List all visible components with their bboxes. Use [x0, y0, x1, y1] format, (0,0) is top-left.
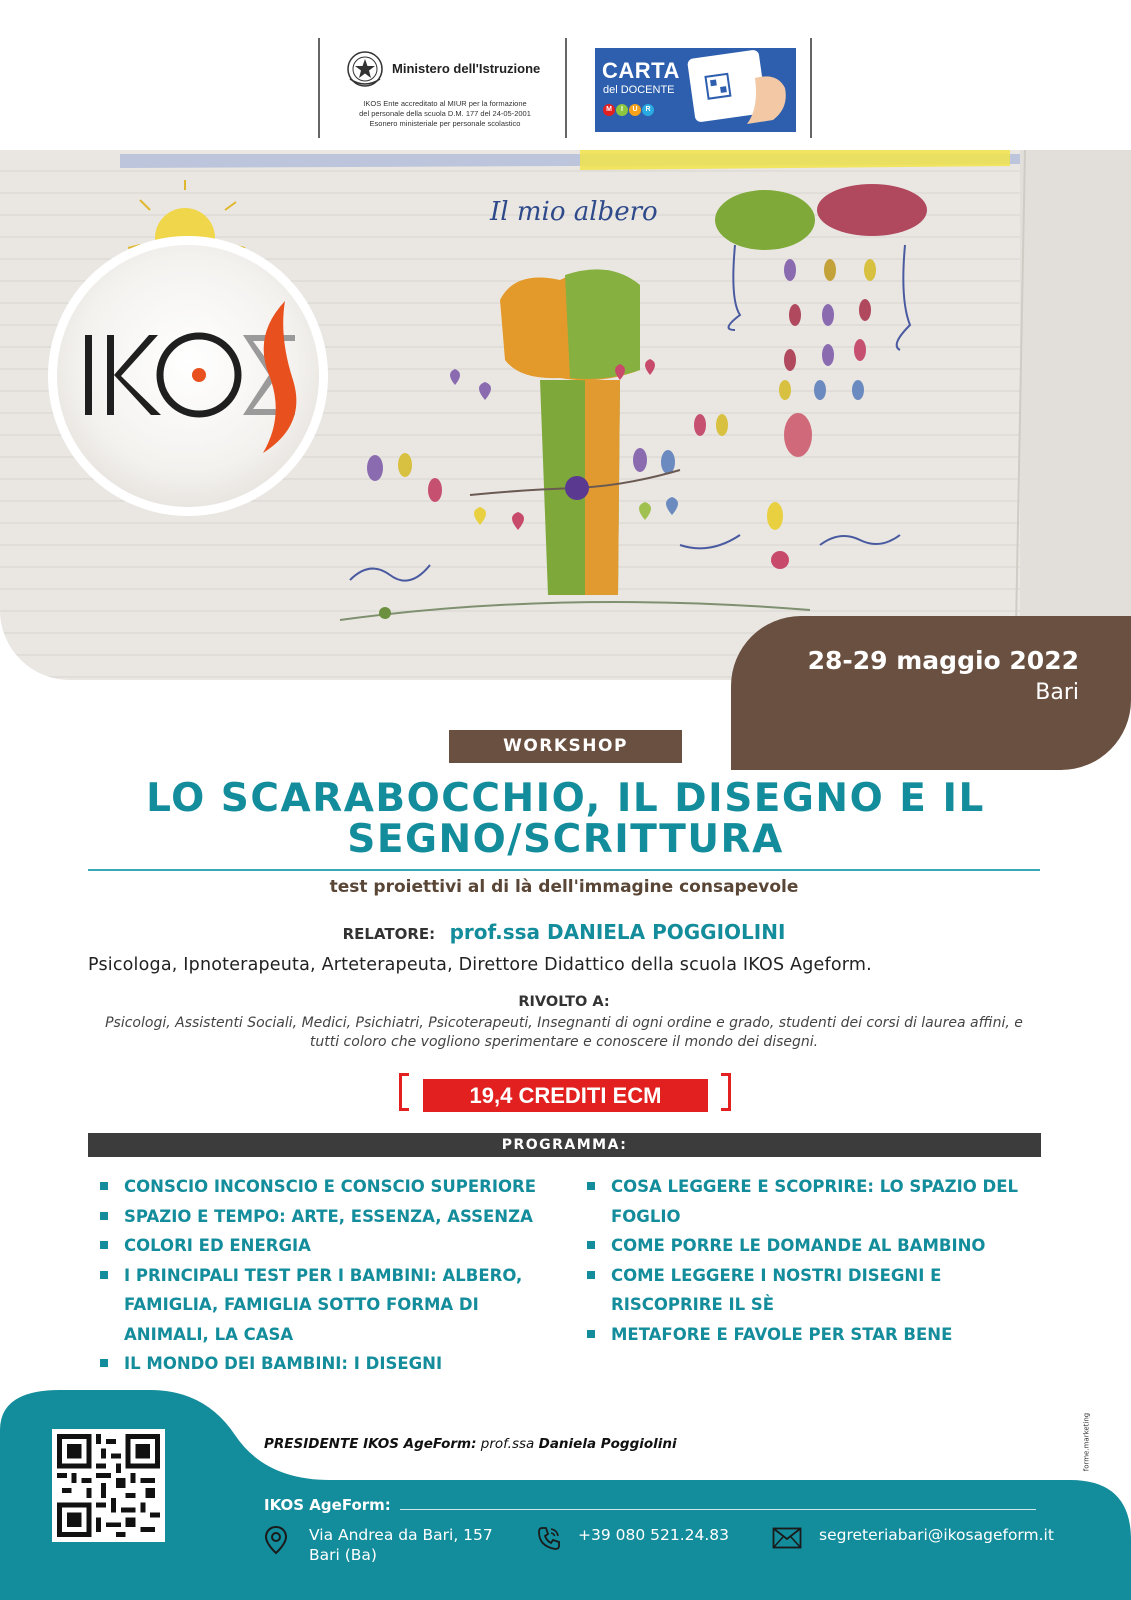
email-link[interactable]: segreteriabari@ikosageform.it	[819, 1526, 1054, 1544]
programma-list-left	[98, 1172, 558, 1379]
ikos-logo-mark	[57, 245, 319, 507]
ecm-credits-badge: 19,4 CREDITI ECM	[423, 1079, 708, 1112]
card-in-hand-icon	[677, 48, 796, 132]
header-logos	[0, 0, 1131, 150]
relatore-name: prof.ssa DANIELA POGGIOLINI	[449, 920, 786, 944]
hero-image	[0, 150, 1131, 680]
president-line	[264, 1436, 677, 1452]
miur-letter: R	[642, 104, 654, 116]
programma-item	[98, 1231, 558, 1261]
bullet-square-icon	[100, 1212, 108, 1220]
programma-item-text: COME PORRE LE DOMANDE AL BAMBINO	[611, 1236, 986, 1255]
event-city: Bari	[1035, 680, 1079, 705]
address[interactable]	[309, 1525, 493, 1565]
divider	[318, 38, 320, 138]
programma-item	[98, 1261, 558, 1350]
carta-logo-title: CARTA	[602, 58, 680, 83]
org-label: IKOS AgeForm:	[264, 1496, 391, 1514]
carta-docente-logo	[595, 48, 796, 132]
bullet-square-icon	[587, 1241, 595, 1249]
bracket-left	[399, 1073, 409, 1111]
workshop-subtitle: test proiettivi al di là dell'immagine consapevole	[329, 877, 799, 897]
rivolto-text: Psicologi, Assistenti Sociali, Medici, Psichiatri, Psicoterapeuti, Insegnanti di ogni ordine e grado, studenti dei corsi di laurea affini, e tutti coloro che vogliono sperimentare e conoscere il mondo dei disegni.	[105, 1015, 1023, 1050]
miur-mark	[603, 103, 655, 116]
title-divider	[88, 869, 1040, 871]
programma-item-text: I PRINCIPALI TEST PER I BAMBINI: ALBERO, FAMIGLIA, FAMIGLIA SOTTO FORMA DI ANIMALI, LA CASA	[124, 1265, 523, 1344]
design-credit	[1082, 1410, 1097, 1480]
miur-letter: U	[629, 104, 641, 116]
programma-item	[585, 1261, 1045, 1320]
address-line: Bari (Ba)	[309, 1546, 377, 1564]
programma-item-text: COLORI ED ENERGIA	[124, 1236, 311, 1255]
programma-item	[98, 1172, 558, 1202]
ministry-note	[340, 99, 550, 129]
envelope-icon	[772, 1527, 802, 1549]
qr-code-pattern	[57, 1434, 160, 1537]
programma-header: PROGRAMMA:	[88, 1133, 1041, 1157]
programma-item-text: SPAZIO E TEMPO: ARTE, ESSENZA, ASSENZA	[124, 1206, 533, 1226]
programma-list-right	[585, 1172, 1045, 1349]
ministry-note-line: del personale della scuola D.M. 177 del 24-05-2001	[359, 109, 531, 118]
footer-rule	[400, 1509, 1036, 1510]
programma-item	[98, 1349, 558, 1379]
divider	[565, 38, 567, 138]
bullet-square-icon	[100, 1182, 108, 1190]
carta-logo-subtitle: del DOCENTE	[603, 84, 675, 96]
phone-icon	[536, 1525, 562, 1551]
ministry-note-line: IKOS Ente accreditato al MIUR per la formazione	[363, 99, 527, 108]
event-date: 28-29 maggio 2022	[807, 646, 1079, 675]
ministry-note-line: Esonero ministeriale per personale scolastico	[369, 119, 521, 128]
rivolto-label: RIVOLTO A:	[518, 994, 610, 1010]
miur-letter: I	[616, 104, 628, 116]
programma-item-text: IL MONDO DEI BAMBINI: I DISEGNI	[124, 1354, 443, 1373]
bracket-right	[721, 1073, 731, 1111]
location-pin-icon	[264, 1525, 288, 1555]
president-label: PRESIDENTE IKOS AgeForm:	[264, 1436, 477, 1452]
address-line: Via Andrea da Bari, 157	[309, 1526, 493, 1544]
programma-item	[98, 1202, 558, 1232]
bullet-square-icon	[100, 1271, 108, 1279]
workshop-title	[90, 778, 1041, 860]
bullet-square-icon	[587, 1271, 595, 1279]
ikos-logo	[48, 236, 328, 516]
ministry-name: Ministero dell'Istruzione	[392, 61, 541, 76]
bullet-square-icon	[587, 1182, 595, 1190]
programma-item-text: CONSCIO INCONSCIO E CONSCIO SUPERIORE	[124, 1177, 537, 1196]
president-name: Daniela Poggiolini	[538, 1436, 677, 1452]
programma-item	[585, 1172, 1045, 1231]
qr-code-icon[interactable]	[52, 1429, 165, 1542]
workshop-badge: WORKSHOP	[449, 730, 682, 763]
workshop-title-line: LO SCARABOCCHIO, IL DISEGNO E IL	[146, 776, 985, 821]
footer-background	[0, 1390, 1131, 1600]
bullet-square-icon	[100, 1241, 108, 1249]
phone-number[interactable]: +39 080 521.24.83	[578, 1526, 730, 1544]
design-credit-text: forme.marketing	[1082, 1412, 1091, 1472]
divider	[810, 38, 812, 138]
drawing-caption: Il mio albero	[490, 197, 658, 227]
miur-letter: M	[603, 104, 615, 116]
relatore-line	[88, 920, 1040, 944]
programma-item	[585, 1320, 1045, 1350]
workshop-title-line: SEGNO/SCRITTURA	[347, 817, 784, 862]
bullet-square-icon	[100, 1359, 108, 1367]
programma-item-text: COME LEGGERE I NOSTRI DISEGNI E RISCOPRIRE IL SÈ	[611, 1265, 942, 1314]
relatore-description: Psicologa, Ipnoterapeuta, Arteterapeuta, Direttore Didattico della scuola IKOS Ageform.	[88, 955, 872, 975]
programma-item-text: METAFORE E FAVOLE PER STAR BENE	[611, 1324, 953, 1344]
programma-item-text: COSA LEGGERE E SCOPRIRE: LO SPAZIO DEL FOGLIO	[611, 1177, 1018, 1226]
president-title: prof.ssa	[480, 1436, 535, 1452]
relatore-label: RELATORE:	[342, 925, 436, 943]
programma-item	[585, 1231, 1045, 1261]
bullet-square-icon	[587, 1330, 595, 1338]
italian-emblem-icon	[346, 49, 384, 89]
